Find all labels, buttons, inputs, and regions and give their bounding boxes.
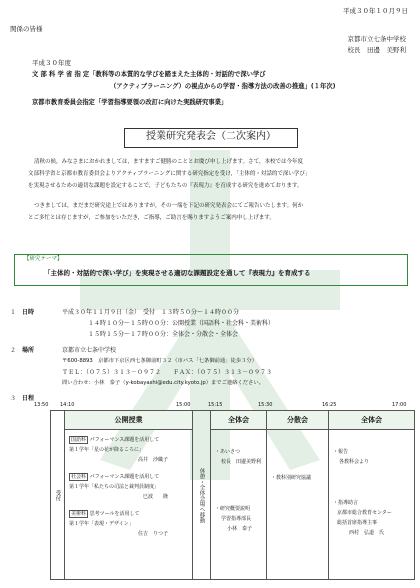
time-label: 14:10 <box>60 402 75 408</box>
subject-badge: 国語科 <box>71 437 87 443</box>
body-line3: を実現させるための適切な課題を設定することで，子どもたちの『表現力』を育成する研究を進めております。 <box>28 183 303 189</box>
lesson-grade: 第１学年「表現・デザイン」 <box>69 521 134 527</box>
time-label: 15:00 <box>176 402 191 408</box>
designation-line1: 文 部 科 学 省 指 定「教科等の本質的な学びを踏まえた主体的・対話的で深い学び <box>32 71 266 78</box>
plenary2-header: 全体会 <box>329 411 415 430</box>
lesson-grade: 第１学年「私たちの司法と裁判員制度」 <box>69 484 160 490</box>
time-label: 16:25 <box>322 402 337 408</box>
place-school: 京都市立七条中学校 <box>62 347 117 354</box>
plenary2-cell: ・報告 各教科会より ・指導助言 京都市総合教育センター 総括首席指導主事 西村 弘道 氏 <box>329 430 415 580</box>
datetime-number: １ <box>10 309 17 316</box>
lesson-teacher: 巳波 隆 <box>142 494 168 500</box>
lesson-item <box>69 436 188 463</box>
schedule-number: ３ <box>10 395 17 402</box>
page-title: 授業研究発表会（二次案内） <box>146 131 276 142</box>
open-class-header: 公開授業 <box>65 411 193 430</box>
place-label: 場所 <box>22 347 35 354</box>
time-label: 15:30 <box>258 402 273 408</box>
time-label: 15:15 <box>208 402 223 408</box>
body-line2: 文部科学省と京都市教育委員会よりアクティブラーニングに関する研究指定を受け，「主体的・対話的で深い学び」 <box>28 171 311 177</box>
datetime-label: 日時 <box>22 309 35 316</box>
lessons-cell <box>65 430 193 580</box>
designation-line2: （アクティブラーニング）の視点からの学習・指導方法の改善の推進」(１年次) <box>110 83 336 90</box>
place-address: 〒600-8893 京都市下京区西七条御前町３２（市バス「七条御前通」徒歩３分） <box>62 358 258 364</box>
theme-text: 「主体的・対話的で深い学び」を実現させる適切な課題設定を通して『表現力』を育成する <box>44 269 311 277</box>
schedule-label: 日程 <box>22 395 35 402</box>
subject-badge: 美術科 <box>71 511 87 517</box>
subject-badge: 社会科 <box>71 474 87 480</box>
lesson-grade: 第１学年「星の花が降るころに」 <box>69 447 145 453</box>
place-number: ２ <box>10 347 17 354</box>
lesson-desc: パフォーマンス課題を活用して <box>89 437 160 443</box>
datetime-line3: １５時１５分～１７時００分：全体会・分散会・全体会 <box>88 331 239 338</box>
place-phone: ＴＥＬ：（０７５）３１３－０９７２ ＦＡＸ：（０７５）３１３－０９７３ <box>62 369 273 376</box>
designation-line3: 京都市教育委員会指定「学習指導要領の改訂に向けた実践研究事業」 <box>32 99 228 106</box>
lesson-teacher: 住吉 りつ子 <box>137 531 168 537</box>
plenary1-header: 全体会 <box>211 411 267 430</box>
datetime-line2: １４時１０分～１５時００分：公開授業（国語科・社会科・美術科） <box>88 320 275 327</box>
breakout-header: 分散会 <box>267 411 329 430</box>
issue-date: 平成３０年１０月９日 <box>343 7 408 15</box>
lesson-desc: 思考ツールを活用して <box>89 511 140 517</box>
body-line1: 清秋の候，みなさまにおかれましては，ますますご健勝のこととお慶び申し上げます。さて，本校では今年度 <box>34 159 303 165</box>
fiscal-year: 平成３０年度 <box>32 59 71 67</box>
lesson-item <box>69 473 188 500</box>
lesson-teacher: 高井 沙織子 <box>137 457 168 463</box>
theme-label: 【研究テーマ】 <box>24 256 63 262</box>
recipient: 関係の皆様 <box>10 25 43 33</box>
body-line5: とご多忙とは存じますが，ご参加をいただき，ご指導，ご助言を賜りますようご案内申し上げます。 <box>28 215 275 221</box>
time-label: 13:50 <box>34 402 49 408</box>
school-name: 京都市立七条中学校 <box>347 35 406 43</box>
datetime-line1: 平成３０年１１月９日（金） 受付 １３時５０分～１４時００分 <box>62 309 240 316</box>
time-label: 17:00 <box>392 402 407 408</box>
schedule-table <box>50 410 415 580</box>
body-line4: つきましては，まだまだ研究途上ではありますが，その一端を下記の研究発表会にてご報告いたします。何か <box>34 203 304 209</box>
lesson-item <box>69 510 188 537</box>
breakout-cell: ・教科別研究協議 <box>267 430 329 580</box>
reception-cell: 受付 <box>51 411 65 580</box>
principal-name: 校長 田邊 美野利 <box>347 46 406 54</box>
break-cell: 休憩・全体会場へ移動 <box>193 411 211 580</box>
lesson-desc: パフォーマンス課題を活用して <box>89 474 160 480</box>
plenary1-cell: ・あいさつ 校長 田邊美野利 ・研究概要説明 学習指導部長 小林 泰子 <box>211 430 267 580</box>
place-contact: 問い合わせ：小林 泰子（y-kobayashi@edu.city.kyoto.jp）までご連絡ください。 <box>62 380 264 386</box>
